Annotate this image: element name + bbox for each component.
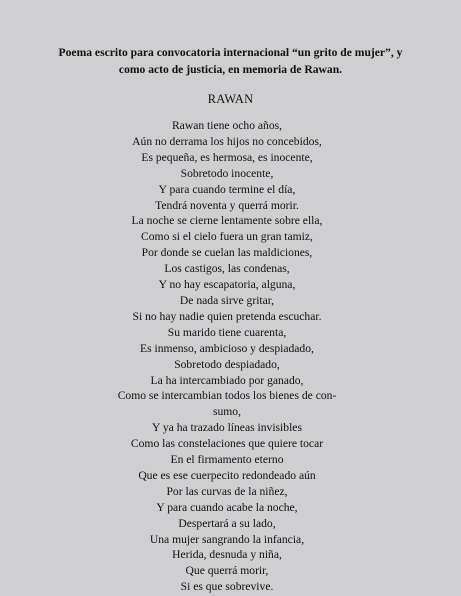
poem-line: De nada sirve gritar, — [179, 293, 275, 307]
poem-line: Si es que sobrevive. — [180, 580, 274, 594]
poem-line: Herida, desnuda y niña, — [172, 548, 282, 562]
poem-line: Si no hay nadie quien pretenda escuchar. — [132, 309, 322, 323]
poem-line: Y no hay escapatoria, alguna, — [158, 278, 296, 292]
poem-line: Y para cuando termine el día, — [158, 182, 296, 196]
poem-line: Que querrá morir, — [185, 564, 269, 578]
poem-line: Es pequeña, es hermosa, es inocente, — [141, 150, 313, 164]
poem-line: Tendrá noventa y querrá morir. — [155, 198, 299, 212]
poem-line: Rawan tiene ocho años, — [171, 119, 283, 132]
poem-line: Y para cuando acabe la noche, — [156, 500, 298, 514]
poem-body — [112, 118, 342, 595]
poem-line: La noche se cierne lentamente sobre ella, — [131, 214, 323, 228]
poem-line: Como si el cielo fuera un gran tamiz, — [141, 230, 313, 244]
poem-line: Su marido tiene cuarenta, — [167, 325, 287, 339]
poem-line: sumo, — [212, 405, 242, 419]
header-line-2: como acto de justicia, en memoria de Rawan. — [118, 63, 343, 76]
poem-line: Por las curvas de la niñez, — [166, 484, 288, 498]
poem-line: Como se intercambian todos los bienes de con- — [117, 389, 337, 403]
header-dedication — [20, 44, 441, 78]
poem-line: Una mujer sangrando la infancia, — [149, 532, 305, 546]
poem-line: Es inmenso, ambicioso y despiadado, — [140, 341, 314, 355]
poem-title: RAWAN — [207, 92, 254, 106]
poem-line: Sobretodo despiadado, — [174, 357, 280, 371]
poem-line: Los castigos, las condenas, — [164, 262, 290, 276]
poem-line: Como las constelaciones que quiere tocar — [130, 437, 324, 451]
poem-line: Que es ese cuerpecito redondeado aún — [138, 468, 316, 482]
poem-line: Aún no derrama los hijos no concebidos, — [132, 134, 322, 148]
poem-line: Y ya ha trazado líneas invisibles — [152, 421, 302, 435]
poem-line: En el firmamento eterno — [170, 453, 284, 467]
poem-line: Por donde se cuelan las maldiciones, — [141, 246, 313, 260]
poem-line: La ha intercambiado por ganado, — [150, 373, 304, 387]
poem-line: Sobretodo inocente, — [180, 166, 274, 180]
poem-line: Despertará a su lado, — [178, 516, 276, 530]
header-line-1: Poema escrito para convocatoria internacional “un grito de mujer”, y — [58, 46, 403, 59]
